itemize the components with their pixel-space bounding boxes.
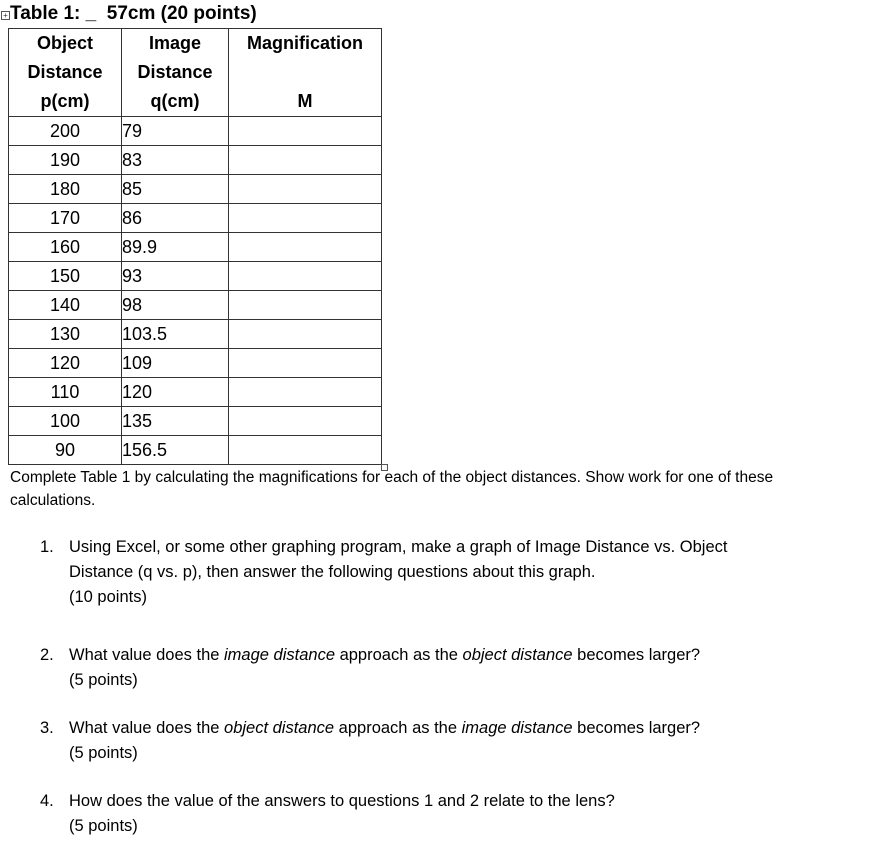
- magnification-cell[interactable]: [229, 204, 382, 233]
- object-distance-cell[interactable]: 180: [9, 175, 122, 204]
- header-line: q(cm): [150, 91, 200, 111]
- question-points: (10 points): [69, 588, 147, 606]
- table-row: [9, 175, 382, 204]
- question-text-segment: What value does the: [69, 646, 225, 664]
- table-row: [9, 117, 382, 146]
- table-row: [9, 204, 382, 233]
- question-text: [69, 535, 789, 610]
- question-emphasis: image distance: [461, 719, 573, 737]
- header-magnification: [229, 29, 382, 117]
- header-object-distance: [9, 29, 122, 117]
- magnification-cell[interactable]: [229, 320, 382, 349]
- object-distance-cell[interactable]: 150: [9, 262, 122, 291]
- question-number: 2.: [40, 646, 54, 664]
- table-row: [9, 407, 382, 436]
- question-text-segment: approach as the: [334, 719, 462, 737]
- question-body: Using Excel, or some other graphing program, make a graph of Image Distance vs. Object Distance (q vs. p), then answer the following questions about this graph.: [69, 538, 728, 581]
- object-distance-cell[interactable]: 190: [9, 146, 122, 175]
- table-row: [9, 146, 382, 175]
- question-points: (5 points): [69, 744, 138, 762]
- question-points: (5 points): [69, 817, 138, 835]
- question-points: (5 points): [69, 671, 138, 689]
- image-distance-cell[interactable]: 83: [122, 146, 229, 175]
- image-distance-cell[interactable]: 86: [122, 204, 229, 233]
- image-distance-cell[interactable]: 79: [122, 117, 229, 146]
- object-distance-cell[interactable]: 120: [9, 349, 122, 378]
- question-number: 4.: [40, 792, 54, 810]
- magnification-cell[interactable]: [229, 349, 382, 378]
- object-distance-cell[interactable]: 100: [9, 407, 122, 436]
- magnification-cell[interactable]: [229, 233, 382, 262]
- header-line: [229, 58, 381, 87]
- object-distance-cell[interactable]: 130: [9, 320, 122, 349]
- table-header-row: [9, 29, 382, 117]
- question-emphasis: object distance: [224, 719, 335, 737]
- header-line: Distance: [27, 62, 103, 82]
- question-text: [69, 789, 789, 839]
- image-distance-cell[interactable]: 98: [122, 291, 229, 320]
- question-number: 1.: [40, 538, 54, 556]
- header-line: p(cm): [40, 91, 90, 111]
- question-text-segment: becomes larger?: [572, 719, 701, 737]
- question-text-segment: What value does the: [69, 719, 225, 737]
- header-line: Magnification: [247, 33, 363, 53]
- table-row: [9, 436, 382, 465]
- image-distance-cell[interactable]: 103.5: [122, 320, 229, 349]
- table-row: [9, 378, 382, 407]
- image-distance-cell[interactable]: 109: [122, 349, 229, 378]
- table-row: [9, 291, 382, 320]
- magnification-cell[interactable]: [229, 407, 382, 436]
- header-line: Image: [148, 33, 202, 53]
- table-move-handle-icon[interactable]: +: [1, 11, 10, 20]
- magnification-table: [8, 28, 382, 465]
- question-body: How does the value of the answers to questions 1 and 2 relate to the lens?: [69, 792, 615, 810]
- magnification-cell[interactable]: [229, 117, 382, 146]
- image-distance-cell[interactable]: 156.5: [122, 436, 229, 465]
- header-image-distance: [122, 29, 229, 117]
- magnification-cell[interactable]: [229, 378, 382, 407]
- object-distance-cell[interactable]: 200: [9, 117, 122, 146]
- table-title: Table 1: _ 57cm (20 points): [10, 3, 257, 24]
- header-line: M: [297, 91, 313, 111]
- table-row: [9, 262, 382, 291]
- header-line: Object: [36, 33, 93, 53]
- image-distance-cell[interactable]: 135: [122, 407, 229, 436]
- question-emphasis: image distance: [224, 646, 335, 664]
- magnification-cell[interactable]: [229, 175, 382, 204]
- instructions-paragraph: Complete Table 1 by calculating the magnifications for each of the object distances. Show work for one of these calculations.: [10, 469, 774, 509]
- question-text: [69, 716, 789, 766]
- header-line: Distance: [137, 62, 213, 82]
- object-distance-cell[interactable]: 90: [9, 436, 122, 465]
- magnification-cell[interactable]: [229, 262, 382, 291]
- object-distance-cell[interactable]: 170: [9, 204, 122, 233]
- image-distance-cell[interactable]: 89.9: [122, 233, 229, 262]
- table-row: [9, 349, 382, 378]
- object-distance-cell[interactable]: 110: [9, 378, 122, 407]
- image-distance-cell[interactable]: 120: [122, 378, 229, 407]
- magnification-cell[interactable]: [229, 146, 382, 175]
- question-number: 3.: [40, 719, 54, 737]
- question-emphasis: object distance: [462, 646, 573, 664]
- image-distance-cell[interactable]: 85: [122, 175, 229, 204]
- object-distance-cell[interactable]: 140: [9, 291, 122, 320]
- magnification-cell[interactable]: [229, 436, 382, 465]
- object-distance-cell[interactable]: 160: [9, 233, 122, 262]
- question-text-segment: approach as the: [335, 646, 463, 664]
- image-distance-cell[interactable]: 93: [122, 262, 229, 291]
- magnification-cell[interactable]: [229, 291, 382, 320]
- table-row: [9, 233, 382, 262]
- question-text: [69, 643, 789, 693]
- table-row: [9, 320, 382, 349]
- question-text-segment: becomes larger?: [572, 646, 701, 664]
